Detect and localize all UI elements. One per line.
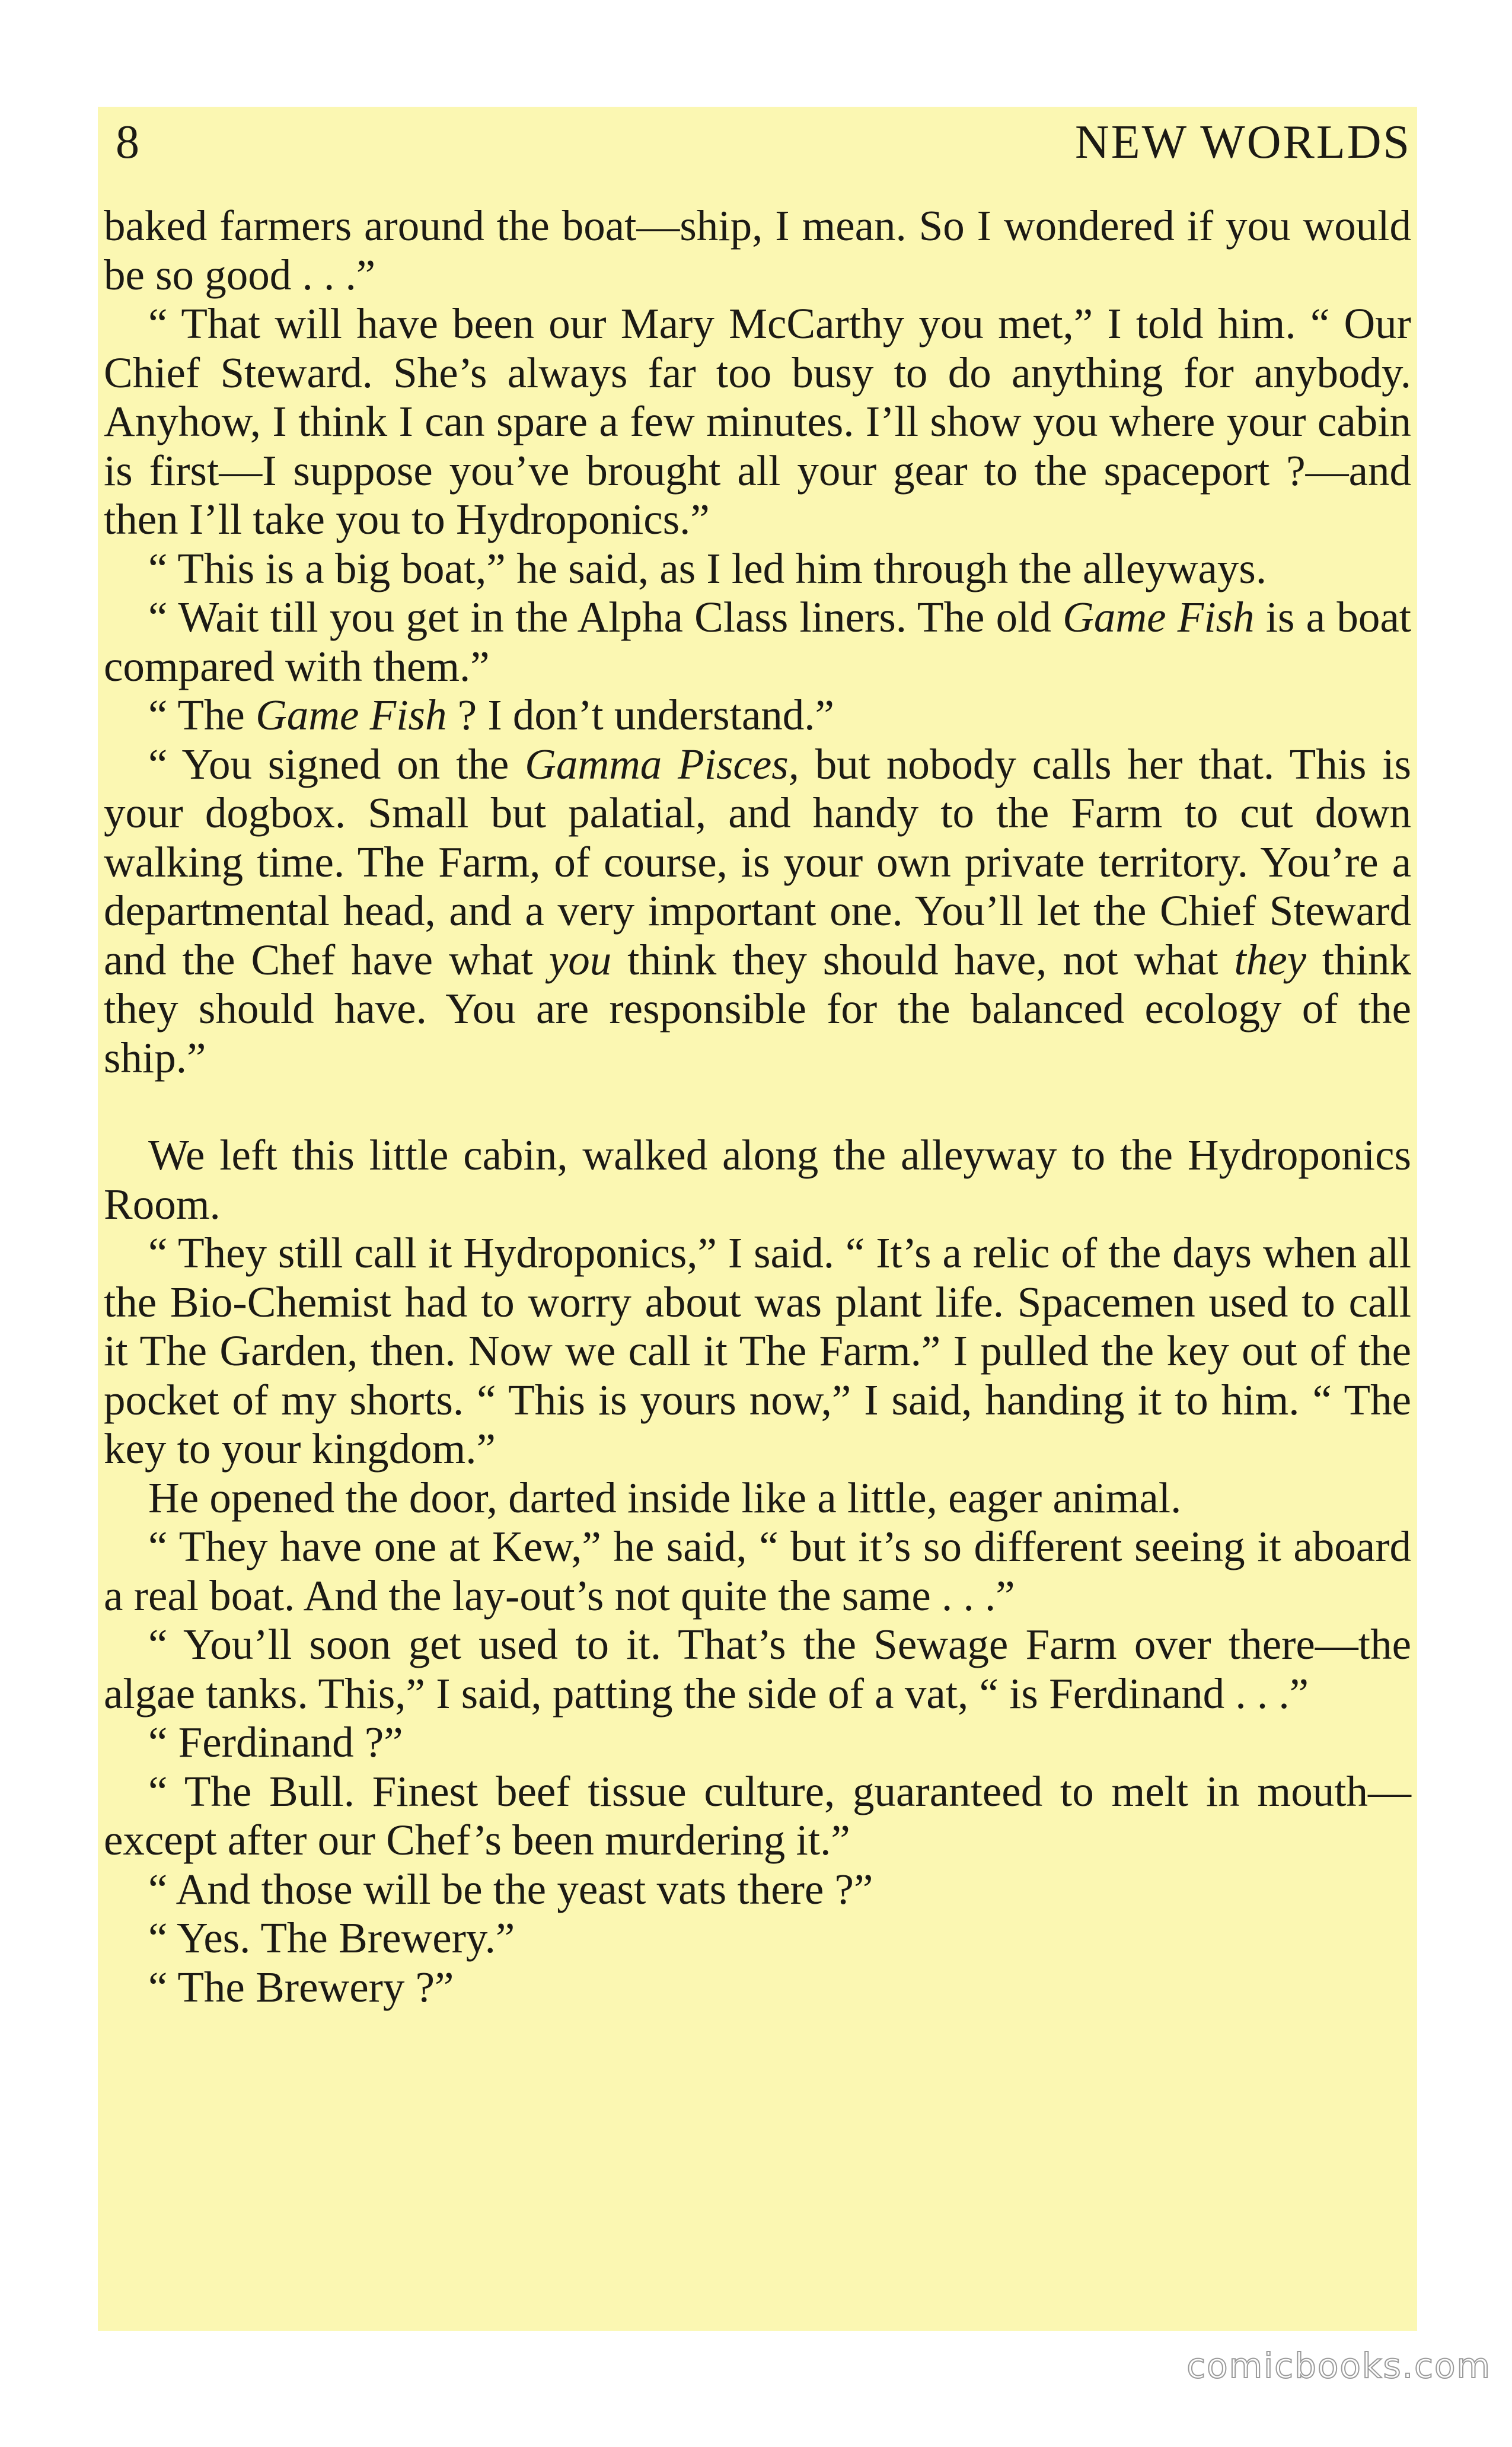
paragraph (104, 1131, 1411, 1229)
paragraph (104, 1963, 1411, 2012)
paragraph (104, 1767, 1411, 1865)
running-head: NEW WORLDS (1074, 116, 1411, 168)
text-run: “ They still call it Hydroponics,” I said. “ It’s a relic of the days when all the Bio-Chemist had to worry about was plant life. Spacemen used to call it The Garden, then. Now we call it The Farm.” I pulled the key out of the pocket of my shorts. “ This is yours now,” I said, handing it to him. “ The key to your kingdom.” (104, 1229, 1411, 1473)
paragraph (104, 1620, 1411, 1718)
text-run: “ Wait till you get in the Alpha Class liners. The old (148, 593, 1063, 641)
watermark: comicbooks.com (1186, 2346, 1491, 2386)
text-run: He opened the door, darted inside like a little, eager animal. (148, 1473, 1182, 1522)
paragraph (104, 1718, 1411, 1767)
paragraph (104, 1914, 1411, 1963)
paragraph (104, 593, 1411, 691)
italic-text: you (548, 935, 612, 984)
italic-text: Game Fish (256, 691, 447, 739)
paragraph (104, 1474, 1411, 1523)
text-run: “ This is a big boat,” he said, as I led him through the alleyways. (148, 544, 1267, 592)
italic-text: they (1234, 935, 1306, 984)
paragraph (104, 691, 1411, 740)
text-run: “ The (148, 691, 256, 739)
paragraph (104, 202, 1411, 299)
page-number: 8 (116, 116, 139, 168)
text-run: “ You signed on the (148, 740, 525, 788)
paragraph (104, 299, 1411, 544)
text-run: “ That will have been our Mary McCarthy you met,” I told him. “ Our Chief Steward. She’s always far too busy to do anything for anybody. Anyhow, I think I can spare a few minutes. I’ll show you where your cabin is first—I suppose you’ve brought all your gear to the spaceport ?—and then I’ll take you to Hydroponics.” (104, 299, 1411, 543)
text-run: is a boat compared with them.” (104, 593, 1411, 690)
italic-text: Gamma Pisces, (525, 740, 799, 788)
text-run: “ And those will be the yeast vats there ?” (148, 1865, 873, 1913)
paragraph (104, 1229, 1411, 1474)
text-run: ? I don’t understand.” (446, 691, 834, 739)
text-run: “ The Brewery ?” (148, 1962, 454, 2011)
page-header (98, 107, 1417, 178)
text-run: “ You’ll soon get used to it. That’s the Sewage Farm over there—the algae tanks. This,” I said, patting the side of a vat, “ is Ferdinand . . .” (104, 1620, 1411, 1718)
text-run: “ Yes. The Brewery.” (148, 1914, 515, 1962)
text-run: think they should have. You are responsible for the balanced ecology of the ship.” (104, 935, 1411, 1082)
text-run: “ They have one at Kew,” he said, “ but it’s so different seeing it aboard a real boat. And the lay-out’s not quite the same . . .” (104, 1522, 1411, 1620)
paragraph (104, 544, 1411, 594)
paragraph (104, 1522, 1411, 1620)
text-run: but nobody calls her that. This is your dogbox. Small but palatial, and handy to the Farm to cut down walking time. The Farm, of course, is your own private territory. You’re a departmental head, and a very important one. You’ll let the Chief Steward and the Chef have what (104, 740, 1411, 984)
story-text (104, 202, 1411, 2012)
italic-text: Game Fish (1063, 593, 1255, 641)
paragraph (104, 1865, 1411, 1914)
paragraph (104, 740, 1411, 1083)
text-run: think they should have, not what (611, 935, 1235, 984)
text-run: We left this little cabin, walked along the alleyway to the Hydroponics Room. (104, 1131, 1411, 1228)
text-run: baked farmers around the boat—ship, I mean. So I wondered if you would be so good . . .” (104, 202, 1411, 299)
text-run: “ The Bull. Finest beef tissue culture, guaranteed to melt in mouth—except after our Chef’s been murdering it.” (104, 1767, 1411, 1864)
text-run: “ Ferdinand ?” (148, 1718, 403, 1766)
